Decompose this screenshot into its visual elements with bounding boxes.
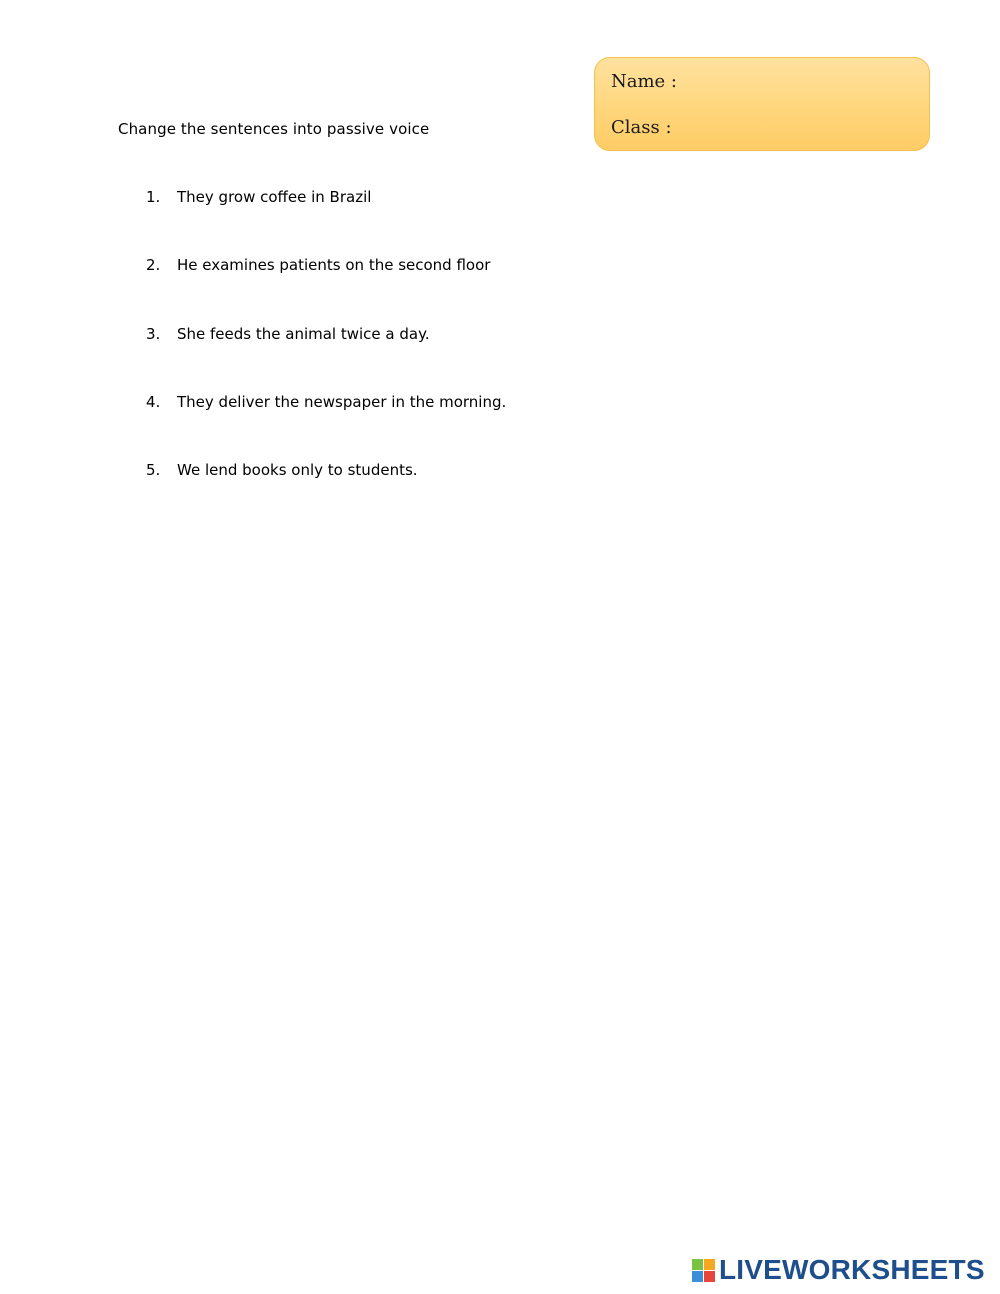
liveworksheets-brand [692,1254,985,1286]
exercise-sentence: They deliver the newspaper in the morning. [177,393,507,411]
exercise-number: 3. [146,325,161,343]
exercise-sentence: He examines patients on the second floor [177,256,491,274]
name-label: Name : [611,71,677,92]
student-info-box [594,57,930,151]
exercise-sentence: She feeds the animal twice a day. [177,325,430,343]
exercise-sentence: We lend books only to students. [177,461,418,479]
class-label: Class : [611,117,672,138]
instruction-text: Change the sentences into passive voice [118,120,430,138]
exercise-item [146,256,490,274]
exercise-number: 5. [146,461,161,479]
logo-square-green [692,1259,703,1270]
exercise-sentence: They grow coffee in Brazil [177,188,372,206]
liveworksheets-logo-text: LIVEWORKSHEETS [719,1254,985,1285]
exercise-number: 2. [146,256,161,274]
logo-square-blue [692,1271,703,1282]
exercise-number: 1. [146,188,161,206]
exercise-item [146,188,371,206]
logo-square-red [704,1271,715,1282]
exercise-item [146,461,418,479]
exercise-item [146,325,430,343]
exercise-item [146,393,506,411]
exercise-number: 4. [146,393,161,411]
liveworksheets-logo-icon [692,1259,715,1282]
logo-square-orange [704,1259,715,1270]
